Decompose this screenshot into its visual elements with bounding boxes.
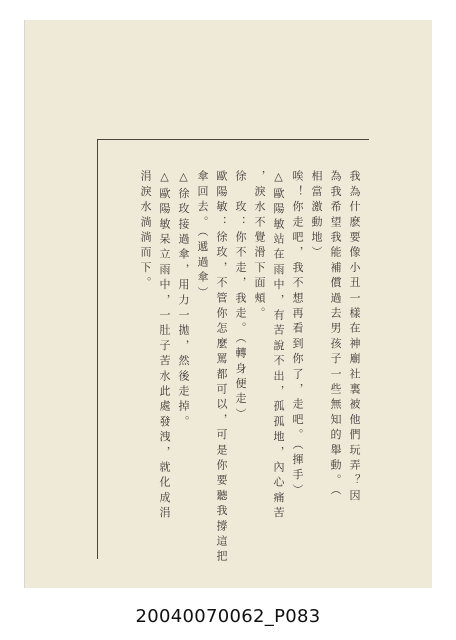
text-column: ，淚水不覺滑下面頰。 (253, 170, 266, 322)
text-column: 傘回去。（遞過傘） (196, 170, 209, 302)
text-column: △歐陽敏呆立雨中，一肚子苦水此處發洩，就化成涓 (158, 170, 171, 522)
text-column: 我為什麽要像小丑一樣在神廟社裏被他們玩弄？因 (348, 170, 361, 505)
text-column: 相當激動地） (310, 170, 323, 262)
script-text-block (101, 170, 363, 566)
text-column: 歐陽敏：徐玫，不管你怎麼罵都可以，可是你要聽我撐這把 (215, 170, 228, 566)
text-column: 唉！你走吧，我不想再看到你了，走吧。（揮手） (291, 170, 304, 499)
text-column: △徐玫接過傘，用力一拋，然後走掉。 (177, 170, 190, 431)
text-column: △歐陽敏站在雨中，有苦說不出，孤孤地，內心痛苦 (272, 170, 285, 522)
text-column: 為我希望我能補償過去男孩子一些無知的舉動。（ (329, 170, 342, 499)
image-caption: 20040070062_P083 (135, 606, 321, 627)
text-column: 涓淚水淌淌而下。 (139, 170, 152, 292)
text-column: 徐 玫：你不走，我走。（轉身便走） (234, 170, 247, 423)
